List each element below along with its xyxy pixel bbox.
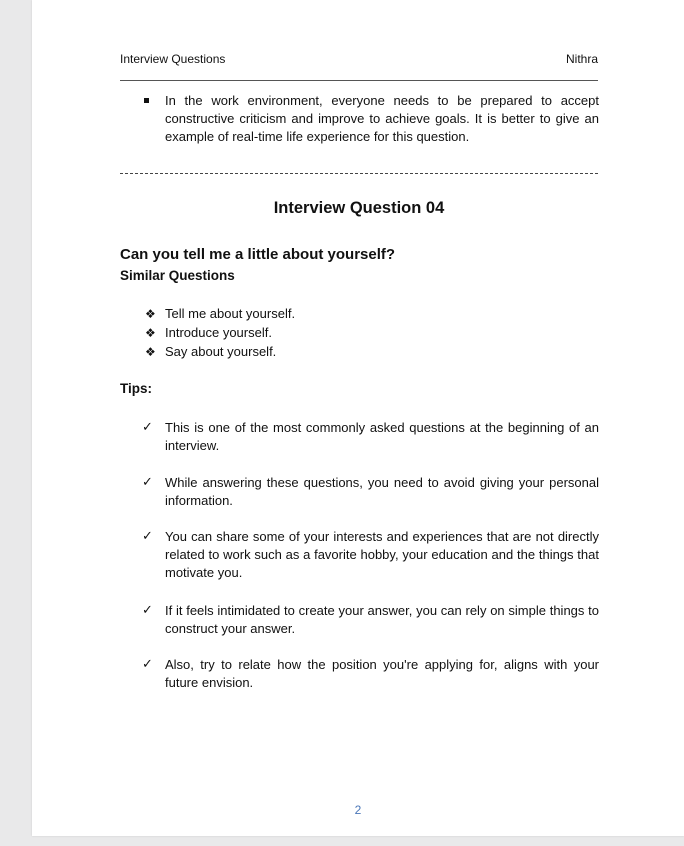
diamond-bullet-icon: ❖ [145,326,156,340]
similar-questions-heading: Similar Questions [120,268,235,283]
tip-item: Also, try to relate how the position you're applying for, aligns with your future envision. [165,657,599,690]
check-mark-icon: ✓ [142,602,153,617]
section-title: Interview Question 04 [273,199,445,217]
intro-bullet-text: In the work environment, everyone needs to be prepared to accept constructive criticism and improve to achieve goals. It is better to give an example of real-time life experience for this question. [165,93,599,144]
diamond-bullet-icon: ❖ [145,345,156,359]
section-divider [120,173,598,174]
header-brand: Nithra [565,52,598,66]
similar-question-item: ❖ Say about yourself. [145,344,277,359]
page-header [120,52,598,81]
square-bullet-icon [144,98,149,103]
check-mark-icon: ✓ [142,656,153,671]
tip-item: While answering these questions, you need to avoid giving your personal information. [165,475,599,508]
check-mark-icon: ✓ [142,528,153,543]
diamond-bullet-icon: ❖ [145,307,156,321]
check-mark-icon: ✓ [142,419,153,434]
header-title: Interview Questions [120,52,226,66]
tip-item: You can share some of your interests and experiences that are not directly related to work such as a favorite hobby, your education and the things that motivate you. [165,529,599,580]
document-page [32,0,684,836]
tip-item: If it feels intimidated to create your answer, you can rely on simple things to construct your answer. [165,603,599,636]
similar-question-item: ❖ Tell me about yourself. [145,306,296,321]
tip-item: This is one of the most commonly asked questions at the beginning of an interview. [165,420,599,453]
page-number: 2 [354,803,362,817]
similar-question-item: ❖ Introduce yourself. [145,325,272,340]
check-mark-icon: ✓ [142,474,153,489]
tips-heading: Tips: [120,381,153,396]
question-heading: Can you tell me a little about yourself? [120,246,396,263]
